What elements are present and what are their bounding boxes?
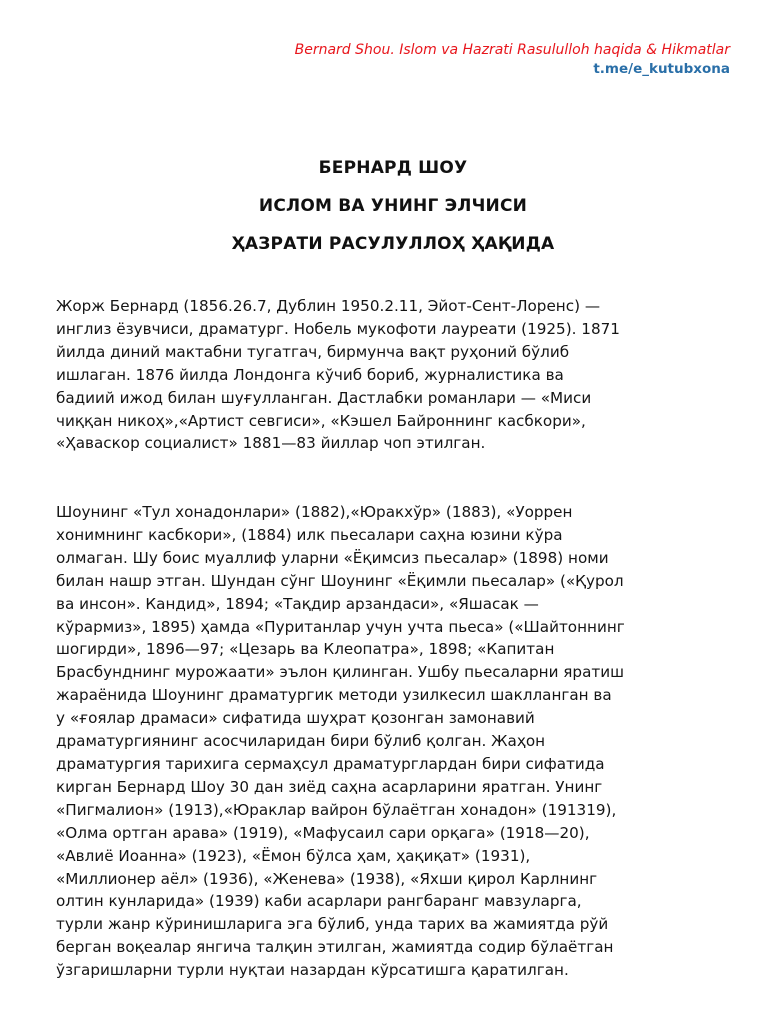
paragraph-line: у «ғоялар драмаси» сифатида шуҳрат қозонган замонавий — [56, 709, 535, 728]
paragraph-line: Шоунинг «Тул хонадонлари» (1882),«Юракхўр» (1883), «Уоррен — [56, 503, 573, 521]
title-line-author: БЕРНАРД ШОУ — [318, 158, 468, 178]
paragraph-line: ишлаган. 1876 йилда Лондонга кўчиб бориб, журналистика ва — [56, 365, 564, 384]
paragraph-line: инглиз ёзувчиси, драматург. Нобель мукофоти лауреати (1925). 1871 — [56, 319, 620, 338]
biography-paragraph — [56, 295, 736, 455]
paragraph-line: кирган Бернард Шоу 30 дан зиёд саҳна асарларини яратган. Унинг — [56, 777, 603, 796]
paragraph-line: берган воқеалар янгича талқин этилган, жамиятда содир бўлаётган — [56, 938, 614, 957]
paragraph-line: ўзгаришларни турли нуқтаи назардан кўрсатишга қаратилган. — [56, 961, 569, 980]
paragraph-line: турли жанр кўринишларига эга бўлиб, унда тарих ва жамиятда рўй — [56, 915, 609, 934]
paragraph-line: чиққан никоҳ»,«Артист севгиси», «Кэшел Байроннинг касбкори», — [56, 411, 586, 430]
paragraph-line: «Ҳаваскор социалист» 1881—83 йиллар чоп этилган. — [56, 434, 486, 453]
paragraph-line: «Миллионер аёл» (1936), «Женева» (1938), «Яхши қирол Карлнинг — [56, 869, 598, 888]
paragraph-line: «Олма ортган арава» (1919), «Мафусаил сари орқага» (1918—20), — [56, 823, 590, 842]
paragraph-line: олтин кунларида» (1939) каби асарлари рангбаранг мавзуларга, — [56, 892, 582, 911]
paragraph-line: «Пигмалион» (1913),«Юраклар вайрон бўлаётган хонадон» (191319), — [56, 800, 617, 819]
paragraph-line: кўрармиз», 1895) ҳамда «Пуританлар учун учта пьеса» («Шайтоннинг — [56, 617, 625, 636]
header-title: Bernard Shou. Islom va Hazrati Rasululloh haqida & Hikmatlar — [294, 42, 730, 58]
paragraph-line: Жорж Бернард (1856.26.7, Дублин 1950.2.11, Эйот-Сент-Лоренс) — — [56, 297, 601, 315]
plays-paragraph — [56, 501, 736, 982]
paragraph-line: олмаган. Шу боис муаллиф уларни «Ёқимсиз пьесалар» (1898) номи — [56, 548, 609, 567]
title-line-prophet: ҲАЗРАТИ РАСУЛУЛЛОҲ ҲАҚИДА — [231, 234, 555, 254]
paragraph-line: жараёнида Шоунинг драматургик методи узилкесил шаклланган ва — [56, 686, 612, 705]
paragraph-line: йилда диний мактабни тугатгач, бирмунча вақт руҳоний бўлиб — [56, 342, 570, 361]
title-line-subject: ИСЛОМ ВА УНИНГ ЭЛЧИСИ — [258, 196, 528, 216]
paragraph-line: драматургиянинг асосчиларидан бири бўлиб қолган. Жаҳон — [56, 732, 546, 751]
paragraph-line: бадиий ижод билан шуғулланган. Дастлабки романлари — «Миси — [56, 388, 592, 407]
paragraph-line: ва инсон». Кандид», 1894; «Тақдир арзандаси», «Яшасак — — [56, 594, 539, 613]
document-title — [0, 149, 768, 263]
page-header — [295, 41, 730, 78]
paragraph-line: драматургия тарихига сермаҳсул драматурглардан бири сифатида — [56, 754, 605, 773]
paragraph-line: шогирди», 1896—97; «Цезарь ва Клеопатра», 1898; «Капитан — [56, 640, 555, 659]
paragraph-line: билан нашр этган. Шундан сўнг Шоунинг «Ёқимли пьесалар» («Қурол — [56, 571, 624, 590]
paragraph-line: хонимнинг касбкори», (1884) илк пьесалари саҳна юзини кўра — [56, 525, 563, 544]
telegram-link[interactable]: t.me/e_kutubxona — [593, 61, 730, 77]
paragraph-line: Брасбунднинг мурожаати» эълон қилинган. Ушбу пьесаларни яратиш — [56, 663, 624, 682]
paragraph-line: «Авлиё Иоанна» (1923), «Ёмон бўлса ҳам, ҳақиқат» (1931), — [56, 846, 531, 865]
